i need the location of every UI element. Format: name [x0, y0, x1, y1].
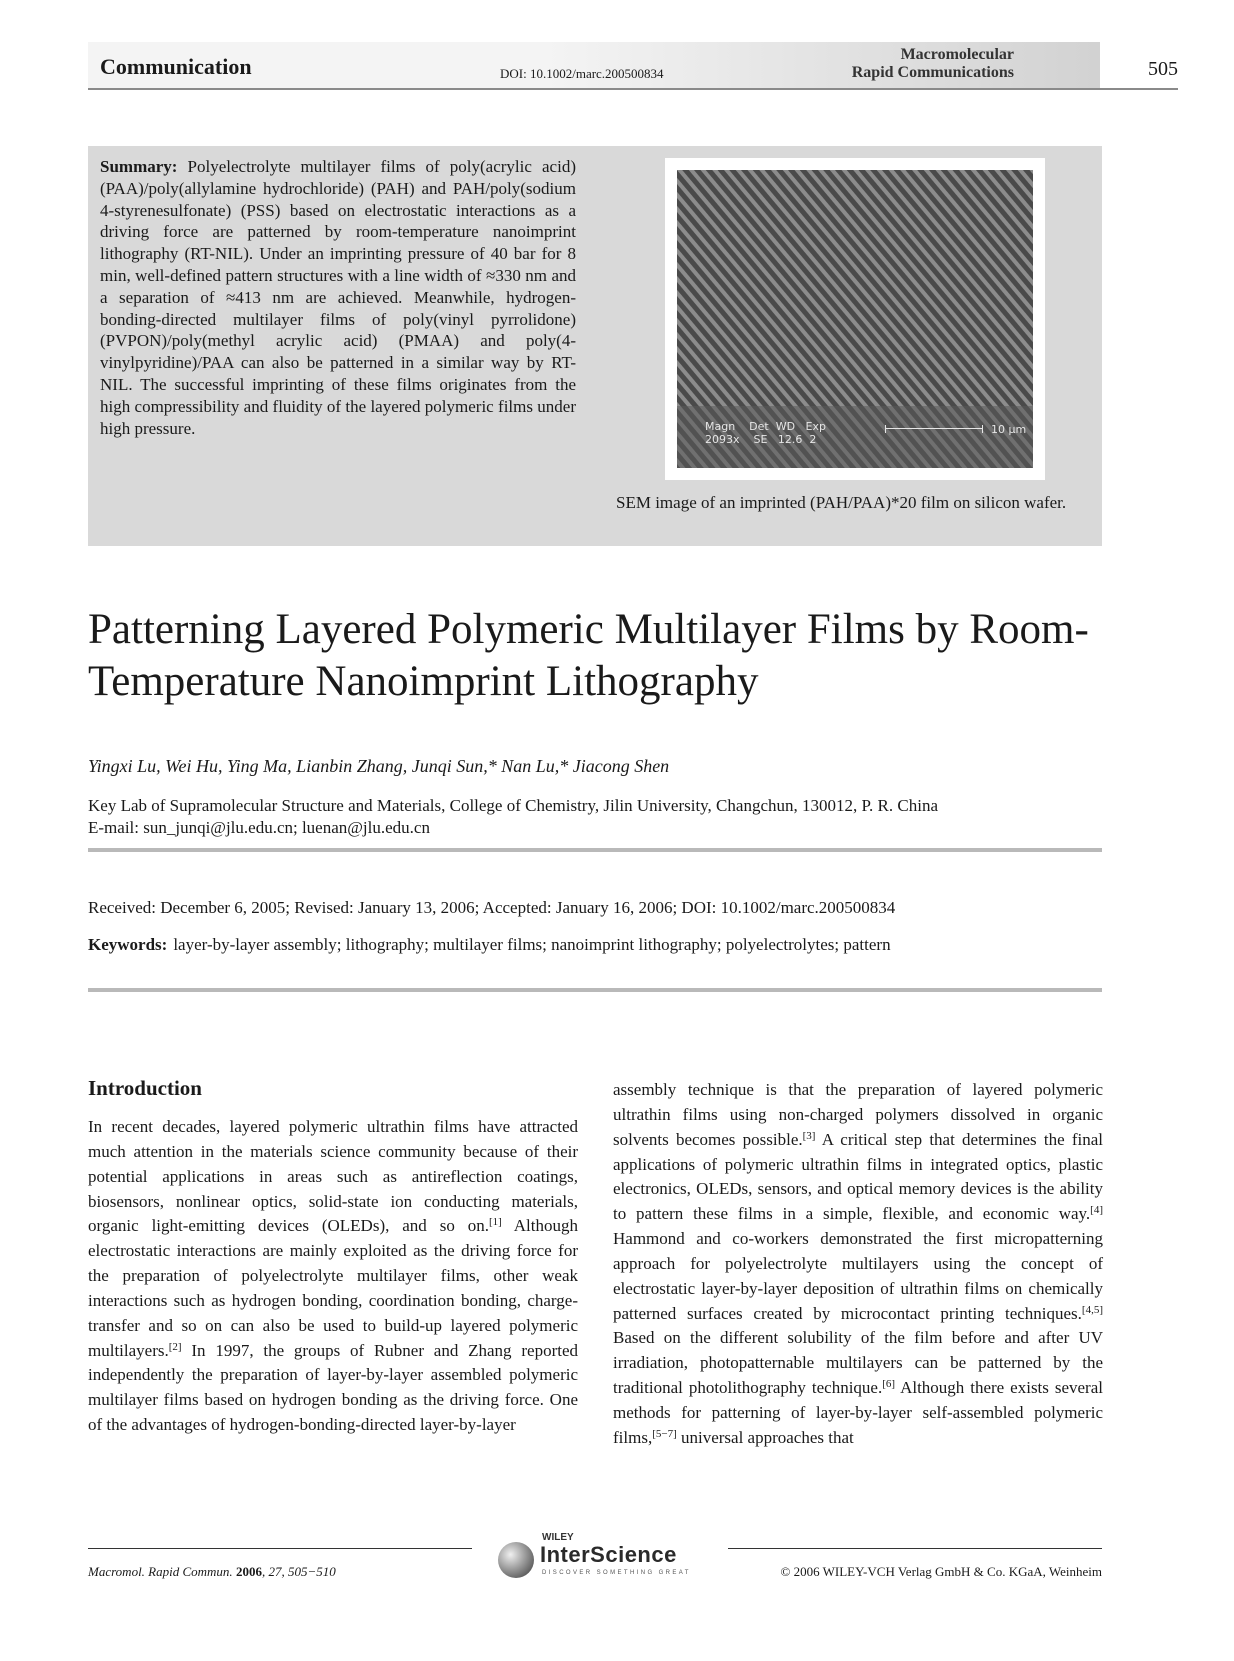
keywords: [88, 935, 891, 955]
body-text: A critical step that determines the final applications of polymeric ultrathin films in integrated optics, plastic electronics, OLEDs, sensors, and optical memory devices is the ability to pattern these films in a simple, flexible, and economic way.: [613, 1129, 1103, 1224]
contact-email[interactable]: E-mail: sun_junqi@jlu.edu.cn; luenan@jlu.edu.cn: [88, 818, 430, 837]
sem-figure-frame: [665, 158, 1045, 480]
citation-ref[interactable]: [1]: [488, 1216, 502, 1229]
title-rule-top: [88, 848, 1102, 852]
header-band: [88, 42, 1100, 90]
globe-icon: [498, 1542, 534, 1578]
author-list: Yingxi Lu, Wei Hu, Ying Ma, Lianbin Zhang, Junqi Sun,* Nan Lu,* Jiacong Shen: [88, 756, 670, 776]
logo-name: InterScience: [540, 1542, 677, 1567]
body-column-right: [613, 1078, 1103, 1451]
journal-name: [852, 46, 1014, 82]
citation-ref[interactable]: [3]: [802, 1129, 816, 1142]
submission-dates: Received: December 6, 2005; Revised: January 13, 2006; Accepted: January 16, 2006; DOI: 10.1002/marc.200500834: [88, 898, 896, 917]
citation-volume-pages: , 27, 505−510: [261, 1564, 336, 1579]
journal-name-line2: Rapid Communications: [851, 64, 1014, 81]
affiliation-address: Key Lab of Supramolecular Structure and Materials, College of Chemistry, Jilin University, Changchun, 130012, P. R. China: [88, 796, 939, 815]
header-rule: [1100, 88, 1178, 90]
citation-ref[interactable]: [5−7]: [652, 1427, 677, 1440]
sem-scale-bar: [885, 425, 983, 433]
citation-ref[interactable]: [2]: [168, 1340, 182, 1353]
header-doi: DOI: 10.1002/marc.200500834: [500, 66, 664, 81]
sem-metadata: Magn Det WD Exp 2093x SE 12.6 2: [705, 420, 826, 446]
logo-wiley: WILEY: [542, 1532, 574, 1543]
summary-paragraph: [100, 156, 576, 439]
article-title: Patterning Layered Polymeric Multilayer Films by Room-Temperature Nanoimprint Lithography: [88, 606, 1089, 705]
copyright: © 2006 WILEY-VCH Verlag GmbH & Co. KGaA, Weinheim: [780, 1564, 1102, 1579]
logo-tagline: DISCOVER SOMETHING GREAT: [542, 1570, 691, 1576]
title-rule-bottom: [88, 988, 1102, 992]
body-column-left: [88, 1115, 578, 1438]
interscience-logo[interactable]: [494, 1532, 704, 1582]
citation-ref[interactable]: [4,5]: [1081, 1303, 1103, 1316]
summary-label: Summary:: [100, 157, 178, 176]
body-text: In recent decades, layered polymeric ultrathin films have attracted much attention in the materials science community because of their potential applications in areas such as antireflection coatings, biosensors, nonlinear optics, solid-state ion conducting materials, organic light-emitting devices (OLEDs), and so on.: [88, 1117, 578, 1236]
footer-rule-left: [88, 1548, 472, 1549]
body-text: Hammond and co-workers demonstrated the first micropatterning approach for polyelectrolyte multilayers using the concept of electrostatic layer-by-layer deposition of ultrathin films on chemically patterned surfaces created by microcontact printing techniques.: [613, 1229, 1103, 1323]
sem-scale-label: 10 μm: [991, 423, 1027, 436]
summary-text: Polyelectrolyte multilayer films of poly(acrylic acid) (PAA)/poly(allylamine hydrochloride) (PAH) and PAH/poly(sodium 4-styrenesulfonate) (PSS) based on electrostatic interactions as a driving force are patterned by room-temperature nanoimprint lithography (RT-NIL). Under an imprinting pressure of 40 bar for 8 min, well-defined pattern structures with a line width of ≈330 nm and a separation of ≈413 nm are achieved. Meanwhile, hydrogen-bonding-directed multilayer films of poly(vinyl pyrrolidone) (PVPON)/poly(methyl acrylic acid) (PMAA) and poly(4-vinylpyridine)/PAA can also be patterned in a similar way by RT-NIL. The successful imprinting of these films originates from the high compressibility and fluidity of the layered polymeric films under high pressure.: [100, 157, 576, 438]
sem-image: [677, 170, 1033, 468]
citation-line: [88, 1564, 336, 1580]
citation-year: 2006: [235, 1564, 262, 1579]
citation-journal: Macromol. Rapid Commun.: [88, 1564, 233, 1579]
figure-caption: SEM image of an imprinted (PAH/PAA)*20 film on silicon wafer.: [616, 493, 1067, 512]
graphical-abstract: [88, 146, 1102, 546]
body-text: Although electrostatic interactions are mainly exploited as the driving force for the preparation of polyelectrolyte multilayer films, other weak interactions such as hydrogen bonding, coordination bonding, charge-transfer and so on can also be used to build-up layered polymeric multilayers.: [88, 1216, 578, 1360]
journal-name-line1: Macromolecular: [900, 46, 1014, 63]
body-text: In 1997, the groups of Rubner and Zhang reported independently the preparation of layer-by-layer assembled polymeric multilayer films based on hydrogen bonding as the driving force. One of the advantages of hydrogen-bonding-directed layer-by-layer: [88, 1340, 578, 1435]
keywords-label: Keywords:: [88, 935, 168, 954]
body-text: universal approaches that: [676, 1427, 854, 1447]
keywords-list: layer-by-layer assembly; lithography; multilayer films; nanoimprint lithography; polyelectrolytes; pattern: [173, 935, 891, 954]
section-heading-introduction: Introduction: [88, 1076, 202, 1100]
body-text: Based on the different solubility of the film before and after UV irradiation, photopatternable multilayers can be patterned by the traditional photolithography technique.: [613, 1328, 1103, 1398]
citation-ref[interactable]: [4]: [1090, 1204, 1103, 1217]
article-type: Communication: [100, 54, 252, 79]
body-text: Although there exists several methods for patterning of layer-by-layer self-assembled polymeric films,: [613, 1378, 1103, 1447]
page-number: 505: [1148, 58, 1178, 80]
footer-rule-right: [728, 1548, 1102, 1549]
running-header: [88, 42, 1178, 92]
citation-ref[interactable]: [6]: [882, 1378, 896, 1391]
body-text: assembly technique is that the preparation of layered polymeric ultrathin films using non-charged polymers dissolved in organic solvents becomes possible.: [613, 1080, 1103, 1149]
affiliation: [88, 795, 1128, 839]
